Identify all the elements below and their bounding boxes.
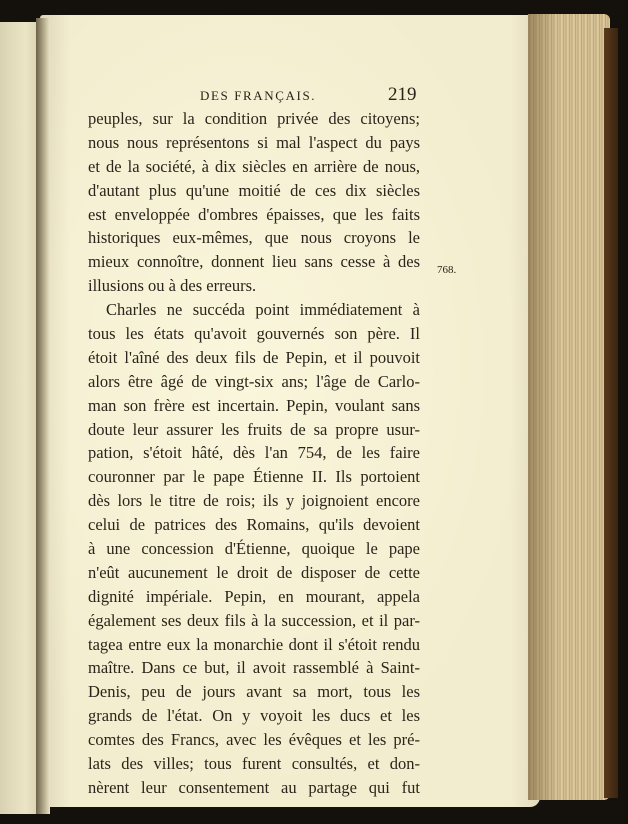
text-line: tagea entre eux la monarchie dont il s'étoit rendu xyxy=(88,634,420,654)
text-line: peuples, sur la condition privée des citoyens; xyxy=(88,109,420,128)
text-line: également ses deux fils à la succession, et il par- xyxy=(88,610,420,630)
body-text xyxy=(88,107,420,800)
margin-note: 768. xyxy=(437,264,457,276)
text-line: nèrent leur consentement au partage qui fut xyxy=(88,777,420,797)
page-number: 219 xyxy=(388,84,417,105)
text-line: mieux connoître, donnent lieu sans cesse à des xyxy=(88,252,420,272)
text-line: tous les états qu'avoit gouvernés son père. Il xyxy=(88,324,420,344)
text-line: celui de patrices des Romains, qu'ils devoient xyxy=(88,515,420,535)
text-line: grands de l'état. On y voyoit les ducs et les xyxy=(88,706,420,726)
text-line: lats des villes; tous furent consultés, et don- xyxy=(88,754,420,774)
text-line: étoit l'aîné des deux fils de Pepin, et il pouvoit xyxy=(88,347,420,367)
text-line: nous nous représentons si mal l'aspect du pays xyxy=(88,132,420,152)
text-line: est enveloppée d'ombres épaisses, que les faits xyxy=(88,204,420,224)
text-line: et de la société, à dix siècles en arrière de nous, xyxy=(88,156,420,176)
text-line: illusions ou à des erreurs. xyxy=(88,276,257,296)
text-line: comtes des Francs, avec les évêques et les pré- xyxy=(88,730,420,750)
text-line: alors être âgé de vingt-six ans; l'âge de Carlo- xyxy=(88,371,420,391)
text-line: n'eût aucunement le droit de disposer de cette xyxy=(88,562,420,582)
book-cover-edge xyxy=(604,28,618,798)
text-line: Charles ne succéda point immédiatement à xyxy=(106,300,420,320)
text-line: dignité impériale. Pepin, en mourant, appela xyxy=(88,586,420,606)
text-line: Denis, peu de jours avant sa mort, tous les xyxy=(88,682,420,702)
fore-edge-shadow xyxy=(528,14,558,800)
text-line: dès lors le titre de rois; ils y joignoient encore xyxy=(88,491,420,511)
book-gutter xyxy=(36,18,50,814)
text-line: couronner par le pape Étienne II. Ils portoient xyxy=(88,467,420,487)
page-header xyxy=(0,84,628,106)
running-head: DES FRANÇAIS. xyxy=(200,88,317,103)
text-line: d'autant plus qu'une moitié de ces dix siècles xyxy=(88,180,420,200)
text-line: pation, s'étoit hâté, dès l'an 754, de les faire xyxy=(88,443,420,463)
text-line: à une concession d'Étienne, quoique le pape xyxy=(88,539,420,559)
text-line: man son frère est incertain. Pepin, voulant sans xyxy=(88,395,420,415)
text-line: doute leur assurer les fruits de sa propre usur- xyxy=(88,419,420,439)
text-line: historiques eux-mêmes, que nous croyons le xyxy=(88,228,420,248)
text-line: maître. Dans ce but, il avoit rassemblé à Saint- xyxy=(88,658,420,678)
